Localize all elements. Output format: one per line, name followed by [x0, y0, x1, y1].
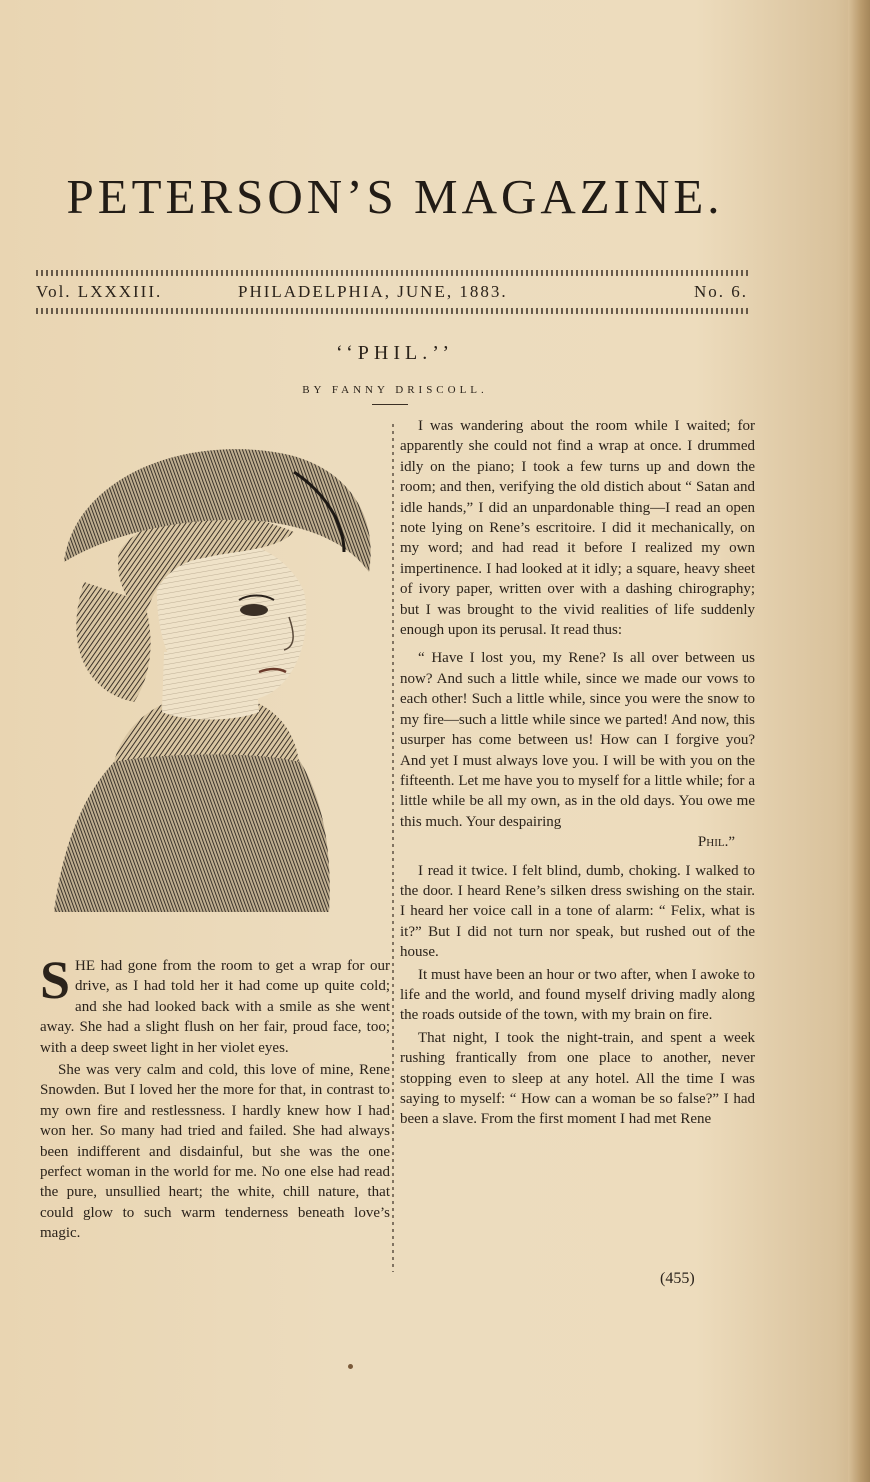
- right-paragraph-3: It must have been an hour or two after, when I awoke to life and the world, and found myself driving madly along the roads outside of the town, with my brain on fire.: [400, 966, 755, 1024]
- portrait-illustration: [44, 432, 384, 932]
- byline-rule: [372, 404, 408, 405]
- ink-spot: [348, 1364, 353, 1369]
- letter-text: “ Have I lost you, my Rene? Is all over between us now? And such a little while, since we made our vows to each other! Such a little while, since you were the snow to my fire—such a little while since we parted! And now, this usurper has come between us! How can I forgive you? And yet I must always love you. I will be with you on the fifteenth. Let me have you to myself for a little while; for a little while be all my own, as in the old days. You owe me this much. Your despairing: [400, 650, 755, 830]
- issue-number-label: No. 6.: [693, 282, 748, 301]
- right-paragraph-4: That night, I took the night-train, and spent a week rushing frantically from one place to another, never stopping even to sleep at any hotel. All the time I was saying to myself: “ How can a woman be so false?” I had been a slave. From the first moment I had met Rene: [400, 1029, 755, 1128]
- left-paragraph-1-text: HE had gone from the room to get a wrap for our drive, as I had told her it had come up quite cold; and she had looked back with a smile as she went away. She had a slight flush on her fair, proud face, too; with a deep sweet light in her violet eyes.: [40, 958, 390, 1056]
- letter-signature: Phil.”: [697, 834, 735, 851]
- right-paragraph-2: I read it twice. I felt blind, dumb, choking. I walked to the door. I heard Rene’s silken dress swishing on the stair. I heard her voice call in a tone of alarm: “ Felix, what is it?” But I did not turn nor speak, but rushed out of the house.: [400, 862, 755, 961]
- page-edge: [848, 0, 870, 1482]
- page-number: (455): [660, 1270, 695, 1287]
- volume-label: Vol. LXXXIII.: [36, 282, 163, 301]
- masthead-title: PETERSON’S MAGAZINE.: [66, 169, 724, 224]
- right-paragraph-1: I was wandering about the room while I waited; for apparently she could not find a wrap at once. I drummed idly on the piano; I took a few turns up and down the room; and then, verifying the old distich about “ Satan and idle hands,” I did an unpardonable thing—I read an open note lying on Rene’s escritoire. I did it mechanically, on my word; and had read it before I realized my own impertinence. I had looked at it idly; a square, heavy sheet of ivory paper, written over with a dashing chirography; but I was brought to the vivid realities of life suddenly enough upon its perusal. It read thus:: [400, 418, 755, 639]
- place-date-label: PHILADELPHIA, JUNE, 1883.: [238, 282, 508, 301]
- left-paragraph-1: [40, 950, 390, 1058]
- right-column: [400, 416, 755, 1132]
- left-column: [40, 950, 390, 1246]
- story-byline: BY FANNY DRISCOLL.: [302, 384, 488, 396]
- masthead-rule-bottom: [36, 308, 748, 314]
- story-title: ‘‘PHIL.’’: [335, 342, 455, 364]
- masthead-rule-top: [36, 270, 748, 276]
- left-paragraph-2: She was very calm and cold, this love of mine, Rene Snowden. But I loved her the more for that, in contrast to my own fire and restlessness. I hardly knew how I had won her. So many had tried and failed. She had always been indifferent and disdainful, but she was the one perfect woman in the world for me. No one else had read the pure, unsullied heart; the white, chill nature, that could glow to such warm tenderness beneath love’s magic.: [40, 1062, 390, 1242]
- drop-cap: S: [40, 950, 71, 1010]
- column-divider: [392, 424, 394, 1272]
